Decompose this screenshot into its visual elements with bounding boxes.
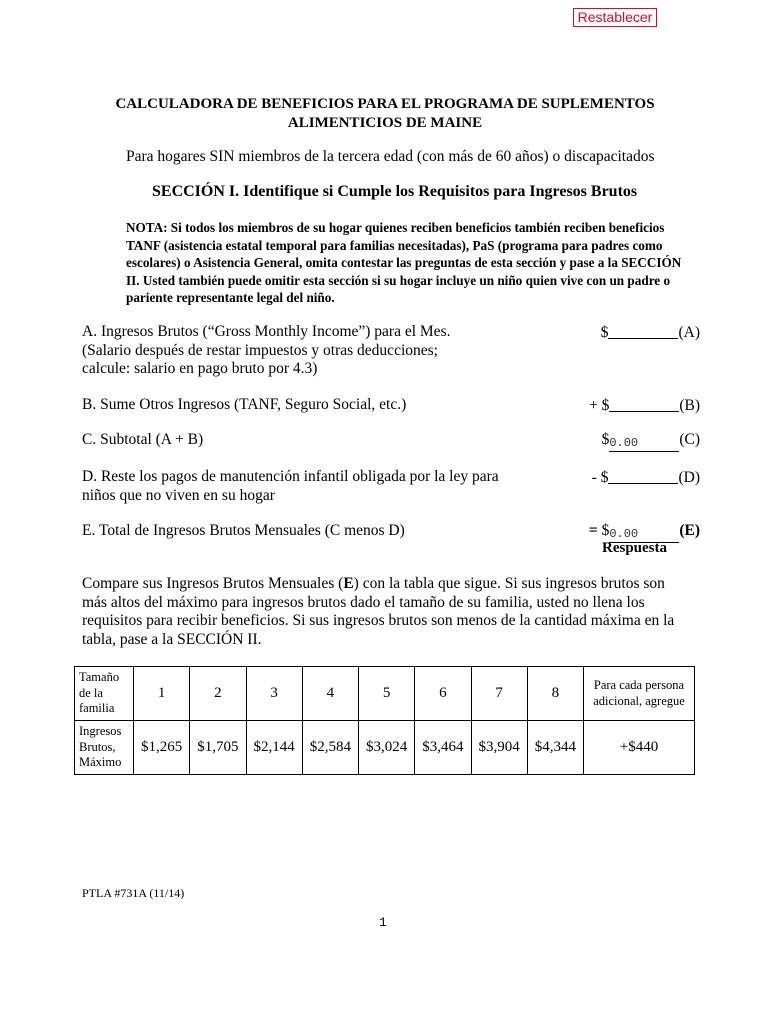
family-size-header: Tamaño de la familia <box>75 667 134 721</box>
line-b-suffix: (B) <box>679 397 700 414</box>
family-size-1: 1 <box>134 667 190 721</box>
section-title: SECCIÓN I. Identifique si Cumple los Requisitos para Ingresos Brutos <box>152 183 638 200</box>
compare-part-2: ) con la tabla que sigue. Si sus ingresos brutos son más altos del máximo para ingresos brutos dado el tamaño de su familia, usted no llena los requisitos para recibir beneficios. Si sus ingresos brutos son menos de la cantidad máxima en la tabla, pase a la SECCIÓN II. <box>82 575 675 648</box>
max-income-2: $1,705 <box>190 721 246 775</box>
compare-part-1: Compare sus Ingresos Brutos Mensuales ( <box>82 575 344 592</box>
max-income-4: $2,584 <box>302 721 358 775</box>
family-size-2: 2 <box>190 667 246 721</box>
page-number: 1 <box>379 915 387 930</box>
family-size-8: 8 <box>527 667 583 721</box>
additional-person-amount: +$440 <box>584 721 695 775</box>
compare-paragraph <box>82 575 692 649</box>
title-line-2: ALIMENTICIOS DE MAINE <box>287 115 483 131</box>
answer-label: Respuesta <box>602 540 668 556</box>
line-a-amount <box>540 323 700 343</box>
line-c-amount <box>540 431 700 452</box>
line-d-prefix: - $ <box>591 469 609 486</box>
max-income-1: $1,265 <box>134 721 190 775</box>
line-a-label-3: calcule: salario en pago bruto por 4.3) <box>82 360 318 377</box>
line-a-input[interactable] <box>608 323 678 339</box>
line-b-label: B. Sume Otros Ingresos (TANF, Seguro Social, etc.) <box>82 396 407 413</box>
max-income-header: Ingresos Brutos, Máximo <box>75 721 134 775</box>
title-line-1: CALCULADORA DE BENEFICIOS PARA EL PROGRAMA DE SUPLEMENTOS <box>115 96 655 112</box>
line-c-label: C. Subtotal (A + B) <box>82 431 204 448</box>
reset-button[interactable]: Restablecer <box>573 8 657 27</box>
line-c-suffix: (C) <box>679 431 700 448</box>
additional-person-header: Para cada persona adicional, agregue <box>584 667 695 721</box>
line-b-input[interactable] <box>609 396 679 412</box>
subtitle: Para hogares SIN miembros de la tercera edad (con más de 60 años) o discapacitados <box>126 148 655 165</box>
page-title <box>60 95 710 133</box>
line-e-equals: = <box>588 522 602 539</box>
line-d-label-2: niños que no viven en su hogar <box>82 486 275 504</box>
family-size-6: 6 <box>415 667 471 721</box>
family-size-4: 4 <box>302 667 358 721</box>
line-a-prefix: $ <box>600 324 609 341</box>
line-c-prefix: $ <box>601 431 610 448</box>
line-e-total-field: 0.00 <box>609 527 679 543</box>
max-income-3: $2,144 <box>246 721 302 775</box>
line-d-input[interactable] <box>608 468 678 484</box>
line-a-label-1: A. Ingresos Brutos (“Gross Monthly Income”) para el Mes. <box>82 323 451 340</box>
line-e-suffix: (E) <box>679 522 700 539</box>
line-d-label-1: D. Reste los pagos de manutención infantil obligada por la ley para <box>82 468 499 485</box>
line-a-label-2: (Salario después de restar impuestos y otras deducciones; <box>82 341 438 359</box>
line-d-suffix: (D) <box>678 469 700 486</box>
note-text: NOTA: Si todos los miembros de su hogar quienes reciben beneficios también reciben beneficios TANF (asistencia estatal temporal para familias necesitadas), PaS (programa para padres como escolares) o Asistencia General, omita contestar las preguntas de esta sección y pase a la SECCIÓN II. Usted también puede omitir esta sección si su hogar incluye un niño quien vive con un padre o pariente representante legal del niño. <box>126 220 682 306</box>
table-row-family-size <box>75 667 695 721</box>
max-income-5: $3,024 <box>359 721 415 775</box>
line-d-amount <box>540 468 700 488</box>
line-b-amount <box>540 396 700 416</box>
max-income-7: $3,904 <box>471 721 527 775</box>
table-row-max-income <box>75 721 695 775</box>
form-code: PTLA #731A (11/14) <box>82 886 185 900</box>
family-size-7: 7 <box>471 667 527 721</box>
line-d-label <box>82 468 552 505</box>
line-e-prefix: $ <box>601 522 610 539</box>
compare-bold: E <box>343 575 354 592</box>
family-size-3: 3 <box>246 667 302 721</box>
family-size-5: 5 <box>359 667 415 721</box>
line-e-label: E. Total de Ingresos Brutos Mensuales (C menos D) <box>82 522 405 539</box>
line-c-subtotal-field: 0.00 <box>609 436 679 452</box>
max-income-6: $3,464 <box>415 721 471 775</box>
line-b-prefix: + $ <box>588 397 610 414</box>
income-limits-table <box>74 666 695 775</box>
line-a-suffix: (A) <box>678 324 700 341</box>
max-income-8: $4,344 <box>527 721 583 775</box>
line-a-label <box>82 323 552 379</box>
